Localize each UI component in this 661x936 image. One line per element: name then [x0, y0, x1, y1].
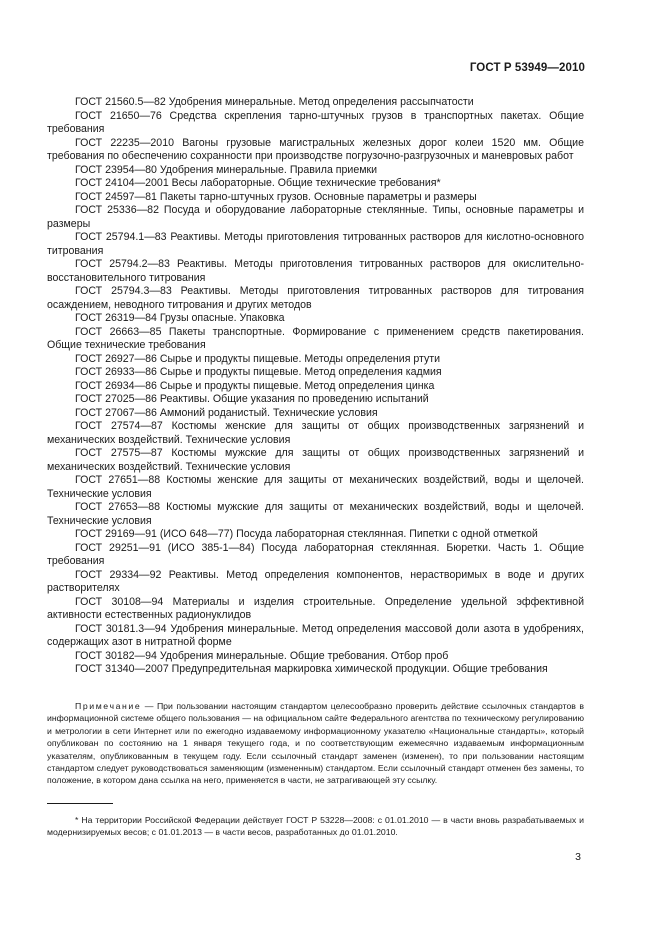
reference-item: ГОСТ 26933—86 Сырье и продукты пищевые. Метод определения кадмия — [75, 366, 442, 378]
reference-item: ГОСТ 29251—91 (ИСО 385-1—84) Посуда лабораторная стеклянная. Бюретки. Часть 1. Общие требования — [47, 541, 584, 567]
reference-item: ГОСТ 21560.5—82 Удобрения минеральные. Метод определения рассыпчатости — [75, 96, 474, 108]
reference-item: ГОСТ 27653—88 Костюмы мужские для защиты от механических воздействий, воды и щелочей. Технические условия — [47, 501, 584, 527]
reference-item: ГОСТ 27574—87 Костюмы женские для защиты от общих производственных загрязнений и механических воздействий. Технические условия — [47, 420, 584, 446]
reference-item: ГОСТ 26934—86 Сырье и продукты пищевые. Метод определения цинка — [75, 379, 435, 392]
note-paragraph — [47, 700, 584, 787]
reference-item: ГОСТ 30108—94 Материалы и изделия строительные. Определение удельной эффективной активности естественных радионуклидов — [47, 595, 584, 621]
reference-item: ГОСТ 25794.1—83 Реактивы. Методы приготовления титрованных растворов для кислотно-основного титрования — [47, 231, 584, 257]
reference-item: ГОСТ 30182—94 Удобрения минеральные. Общие требования. Отбор проб — [75, 649, 449, 662]
reference-item: ГОСТ 22235—2010 Вагоны грузовые магистральных железных дорог колеи 1520 мм. Общие требования по обеспечению сохранности при производстве погрузочно-разгрузочных и маневровых работ — [47, 136, 584, 162]
reference-item: ГОСТ 29169—91 (ИСО 648—77) Посуда лабораторная стеклянная. Пипетки с одной отметкой — [75, 528, 538, 540]
standard-id-header: ГОСТ Р 53949—2010 — [469, 62, 585, 74]
page-number: 3 — [575, 851, 581, 863]
reference-item: ГОСТ 24104—2001 Весы лабораторные. Общие технические требования* — [75, 177, 441, 189]
reference-item: ГОСТ 26319—84 Грузы опасные. Упаковка — [75, 312, 285, 324]
reference-item: ГОСТ 30181.3—94 Удобрения минеральные. Метод определения массовой доли азота в удобрениях, содержащих азот в нитратной форме — [47, 622, 584, 648]
reference-item: ГОСТ 27067—86 Аммоний роданистый. Технические условия — [75, 406, 378, 419]
reference-item: ГОСТ 26927—86 Сырье и продукты пищевые. Методы определения ртути — [75, 352, 441, 365]
reference-item: ГОСТ 25336—82 Посуда и оборудование лабораторные стеклянные. Типы, основные параметры и размеры — [47, 204, 584, 230]
note-text: — При пользовании настоящим стандартом целесообразно проверить действие ссылочных стандартов в информационной системе общего пользования — на официальном сайте Федерального агентства по техническому регулированию и метрологии в сети Интернет или по ежегодно издаваемому информационному указателю «Национальные стандарты», который опубликован по состоянию на 1 января текущего года, и по соответствующим ежемесячно издаваемым информационным указателям, опубликованным в текущем году. Если ссылочный стандарт заменен (изменен), то при пользовании настоящим стандартом следует руководствоваться заменяющим (измененным) стандартом. Если ссылочный стандарт отменен без замены, то положение, в котором дана ссылка на него, применяется в части, не затрагивающей эту ссылку. — [47, 701, 584, 786]
footnote: * На территории Российской Федерации действует ГОСТ Р 53228—2008: с 01.01.2010 — в части вновь разрабатываемых и модернизируемых весов; с 01.01.2013 — в части весов, разработанных до 01.01.2010. — [47, 815, 584, 838]
reference-item: ГОСТ 27651—88 Костюмы женские для защиты от механических воздействий, воды и щелочей. Технические условия — [47, 474, 584, 500]
reference-item: ГОСТ 25794.3—83 Реактивы. Методы приготовления титрованных растворов для титрования осаждением, неводного титрования и других методов — [47, 285, 584, 311]
reference-item: ГОСТ 24597—81 Пакеты тарно-штучных грузов. Основные параметры и размеры — [75, 190, 477, 203]
reference-item: ГОСТ 27575—87 Костюмы мужские для защиты от общих производственных загрязнений и механических воздействий. Технические условия — [47, 447, 584, 473]
reference-item: ГОСТ 29334—92 Реактивы. Метод определения компонентов, нерастворимых в воде и других растворителях — [47, 568, 584, 594]
reference-item: ГОСТ 25794.2—83 Реактивы. Методы приготовления титрованных растворов для окислительно-восстановительного титрования — [47, 258, 584, 284]
reference-item: ГОСТ 23954—80 Удобрения минеральные. Правила приемки — [75, 163, 378, 176]
footnote-separator — [47, 803, 113, 804]
reference-item: ГОСТ 26663—85 Пакеты транспортные. Формирование с применением средств пакетирования. Общие технические требования — [47, 325, 584, 351]
reference-item: ГОСТ 31340—2007 Предупредительная маркировка химической продукции. Общие требования — [75, 663, 548, 675]
reference-item: ГОСТ 21650—76 Средства скрепления тарно-штучных грузов в транспортных пакетах. Общие требования — [47, 109, 584, 135]
note-label: Примечание — [75, 701, 142, 711]
normative-references-list — [47, 96, 584, 677]
reference-item: ГОСТ 27025—86 Реактивы. Общие указания по проведению испытаний — [75, 393, 429, 405]
